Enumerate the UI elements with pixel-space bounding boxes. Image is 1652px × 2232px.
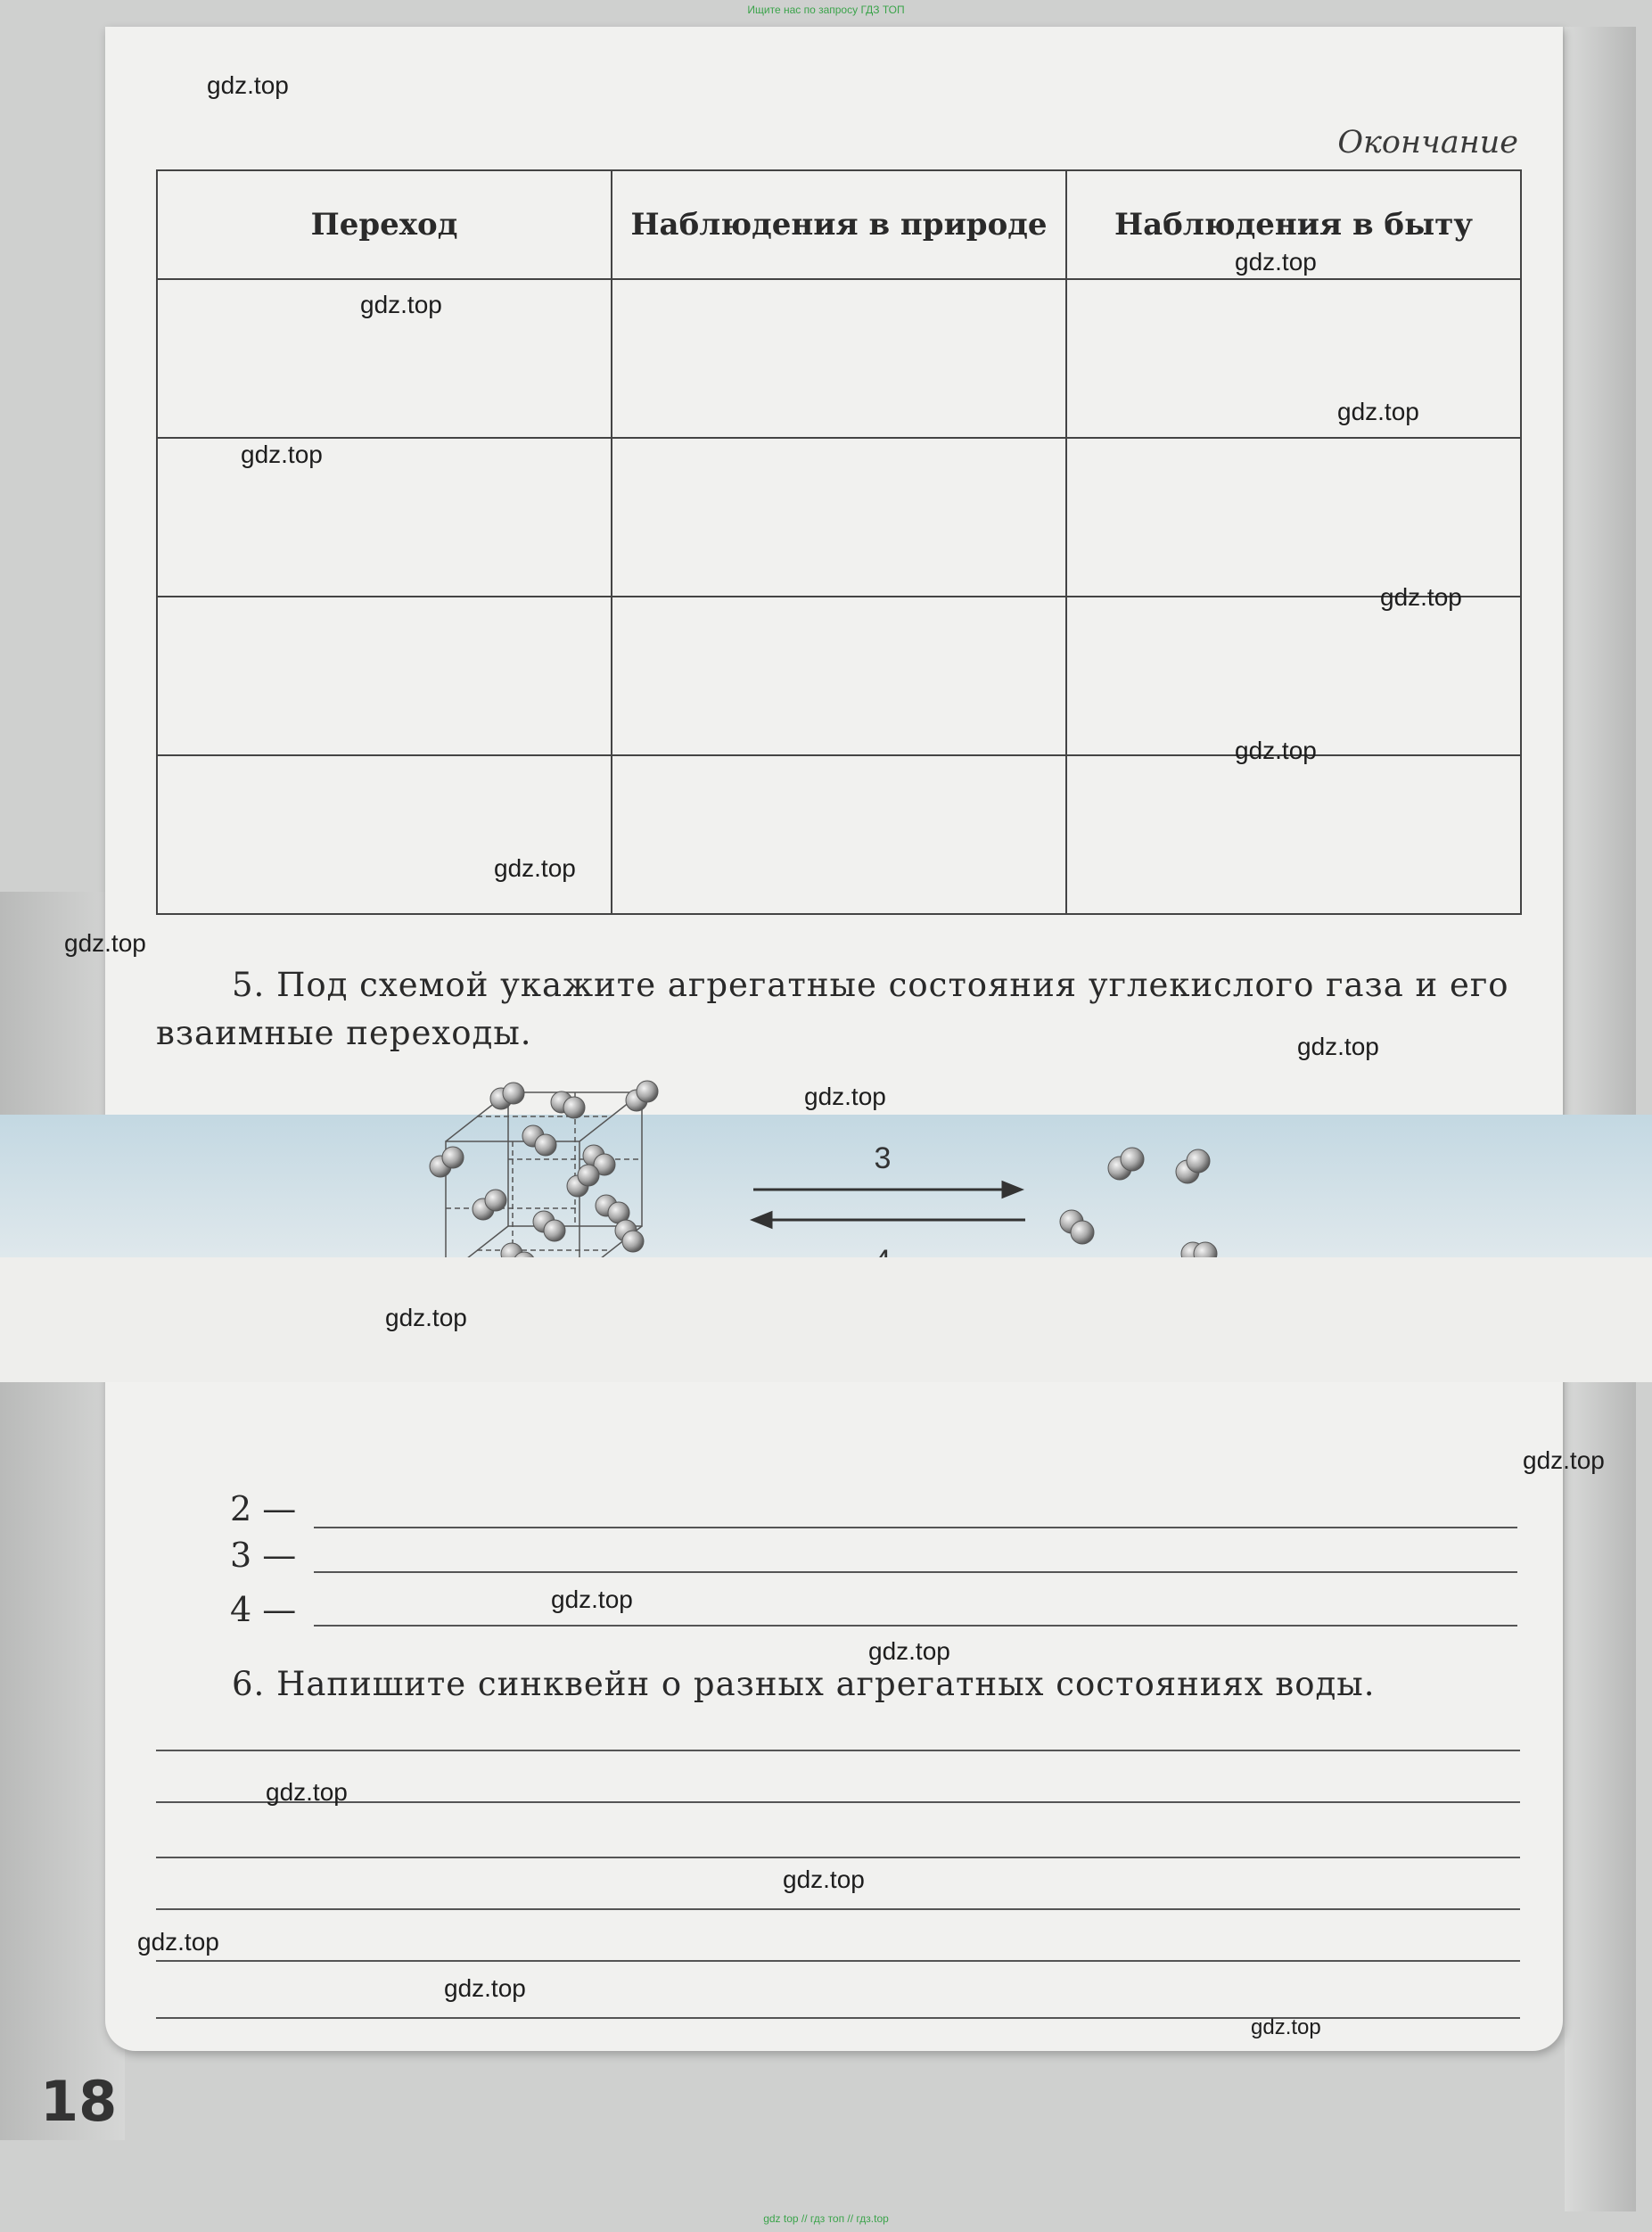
- watermark: gdz.top: [1337, 398, 1419, 425]
- watermark: gdz.top: [64, 929, 146, 957]
- watermark: gdz.top: [137, 1928, 219, 1956]
- answer-line-2[interactable]: [314, 1527, 1517, 1528]
- answer-label-2: 2 —: [230, 1489, 297, 1528]
- answer-label-4: 4 —: [230, 1590, 297, 1629]
- watermark: gdz.top: [1523, 1446, 1605, 1474]
- watermark: gdz.top: [1235, 248, 1317, 276]
- page-number: 18: [40, 2069, 118, 2134]
- writing-line[interactable]: [156, 1857, 1520, 1858]
- table-row: [157, 597, 1521, 755]
- answer-line-4[interactable]: [314, 1625, 1517, 1627]
- bottom-banner: gdz top // гдз топ // гдз.top: [763, 2212, 889, 2225]
- table-row: [157, 438, 1521, 597]
- table-cell[interactable]: [1066, 438, 1521, 597]
- molecules-gas: [1060, 1148, 1217, 1265]
- watermark: gdz.top: [783, 1865, 865, 1893]
- torn-paper-overlay: [0, 1257, 1652, 1382]
- watermark: gdz.top: [494, 854, 576, 882]
- watermark: gdz.top: [385, 1304, 467, 1331]
- table-cell[interactable]: [157, 597, 612, 755]
- writing-line[interactable]: [156, 1801, 1520, 1803]
- table-cell[interactable]: [612, 438, 1066, 597]
- watermark: gdz.top: [207, 71, 289, 99]
- writing-line[interactable]: [156, 1750, 1520, 1751]
- watermark: gdz.top: [551, 1585, 633, 1613]
- table-cell[interactable]: [612, 597, 1066, 755]
- watermark: gdz.top: [1297, 1033, 1379, 1060]
- task-5-number: 5.: [232, 966, 266, 1004]
- arrow-backward: [753, 1213, 1025, 1227]
- task-6-text: Напишите синквейн о разных агрегатных состояниях воды.: [276, 1665, 1376, 1703]
- watermark: gdz.top: [804, 1083, 886, 1110]
- table-cell[interactable]: [1066, 597, 1521, 755]
- continuation-label: Окончание: [1337, 125, 1518, 161]
- top-banner: Ищите нас по запросу ГДЗ ТОП: [747, 4, 905, 16]
- arrow-forward-label: 3: [874, 1141, 892, 1175]
- table-cell[interactable]: [612, 755, 1066, 914]
- arrow-forward: [753, 1182, 1021, 1197]
- watermark: gdz.top: [266, 1778, 348, 1806]
- task-5-text: Под схемой укажите агрегатные состояния углекислого газа и его взаимные переходы.: [156, 966, 1509, 1052]
- column-header-transition: Переход: [157, 170, 612, 279]
- molecules-solid: [430, 1081, 658, 1273]
- watermark: gdz.top: [360, 291, 442, 318]
- watermark: gdz.top: [1251, 2015, 1321, 2039]
- watermark: gdz.top: [1235, 737, 1317, 764]
- column-header-household: Наблюдения в быту: [1066, 170, 1521, 279]
- table-cell[interactable]: [1066, 755, 1521, 914]
- watermark: gdz.top: [444, 1974, 526, 2002]
- table-cell[interactable]: [1066, 279, 1521, 438]
- watermark: gdz.top: [868, 1637, 950, 1665]
- table-cell[interactable]: [157, 755, 612, 914]
- watermark: gdz.top: [241, 441, 323, 468]
- table-cell[interactable]: [612, 279, 1066, 438]
- task-6-number: 6.: [232, 1665, 266, 1703]
- task-6: [232, 1660, 1375, 1709]
- table-row: [157, 755, 1521, 914]
- answer-line-3[interactable]: [314, 1571, 1517, 1573]
- column-header-nature: Наблюдения в природе: [612, 170, 1066, 279]
- writing-line[interactable]: [156, 1908, 1520, 1910]
- table-cell[interactable]: [157, 438, 612, 597]
- answer-label-3: 3 —: [230, 1536, 297, 1575]
- writing-line[interactable]: [156, 1960, 1520, 1962]
- watermark: gdz.top: [1380, 583, 1462, 611]
- observations-table: [156, 169, 1522, 915]
- crystal-lattice-icon: [446, 1092, 642, 1275]
